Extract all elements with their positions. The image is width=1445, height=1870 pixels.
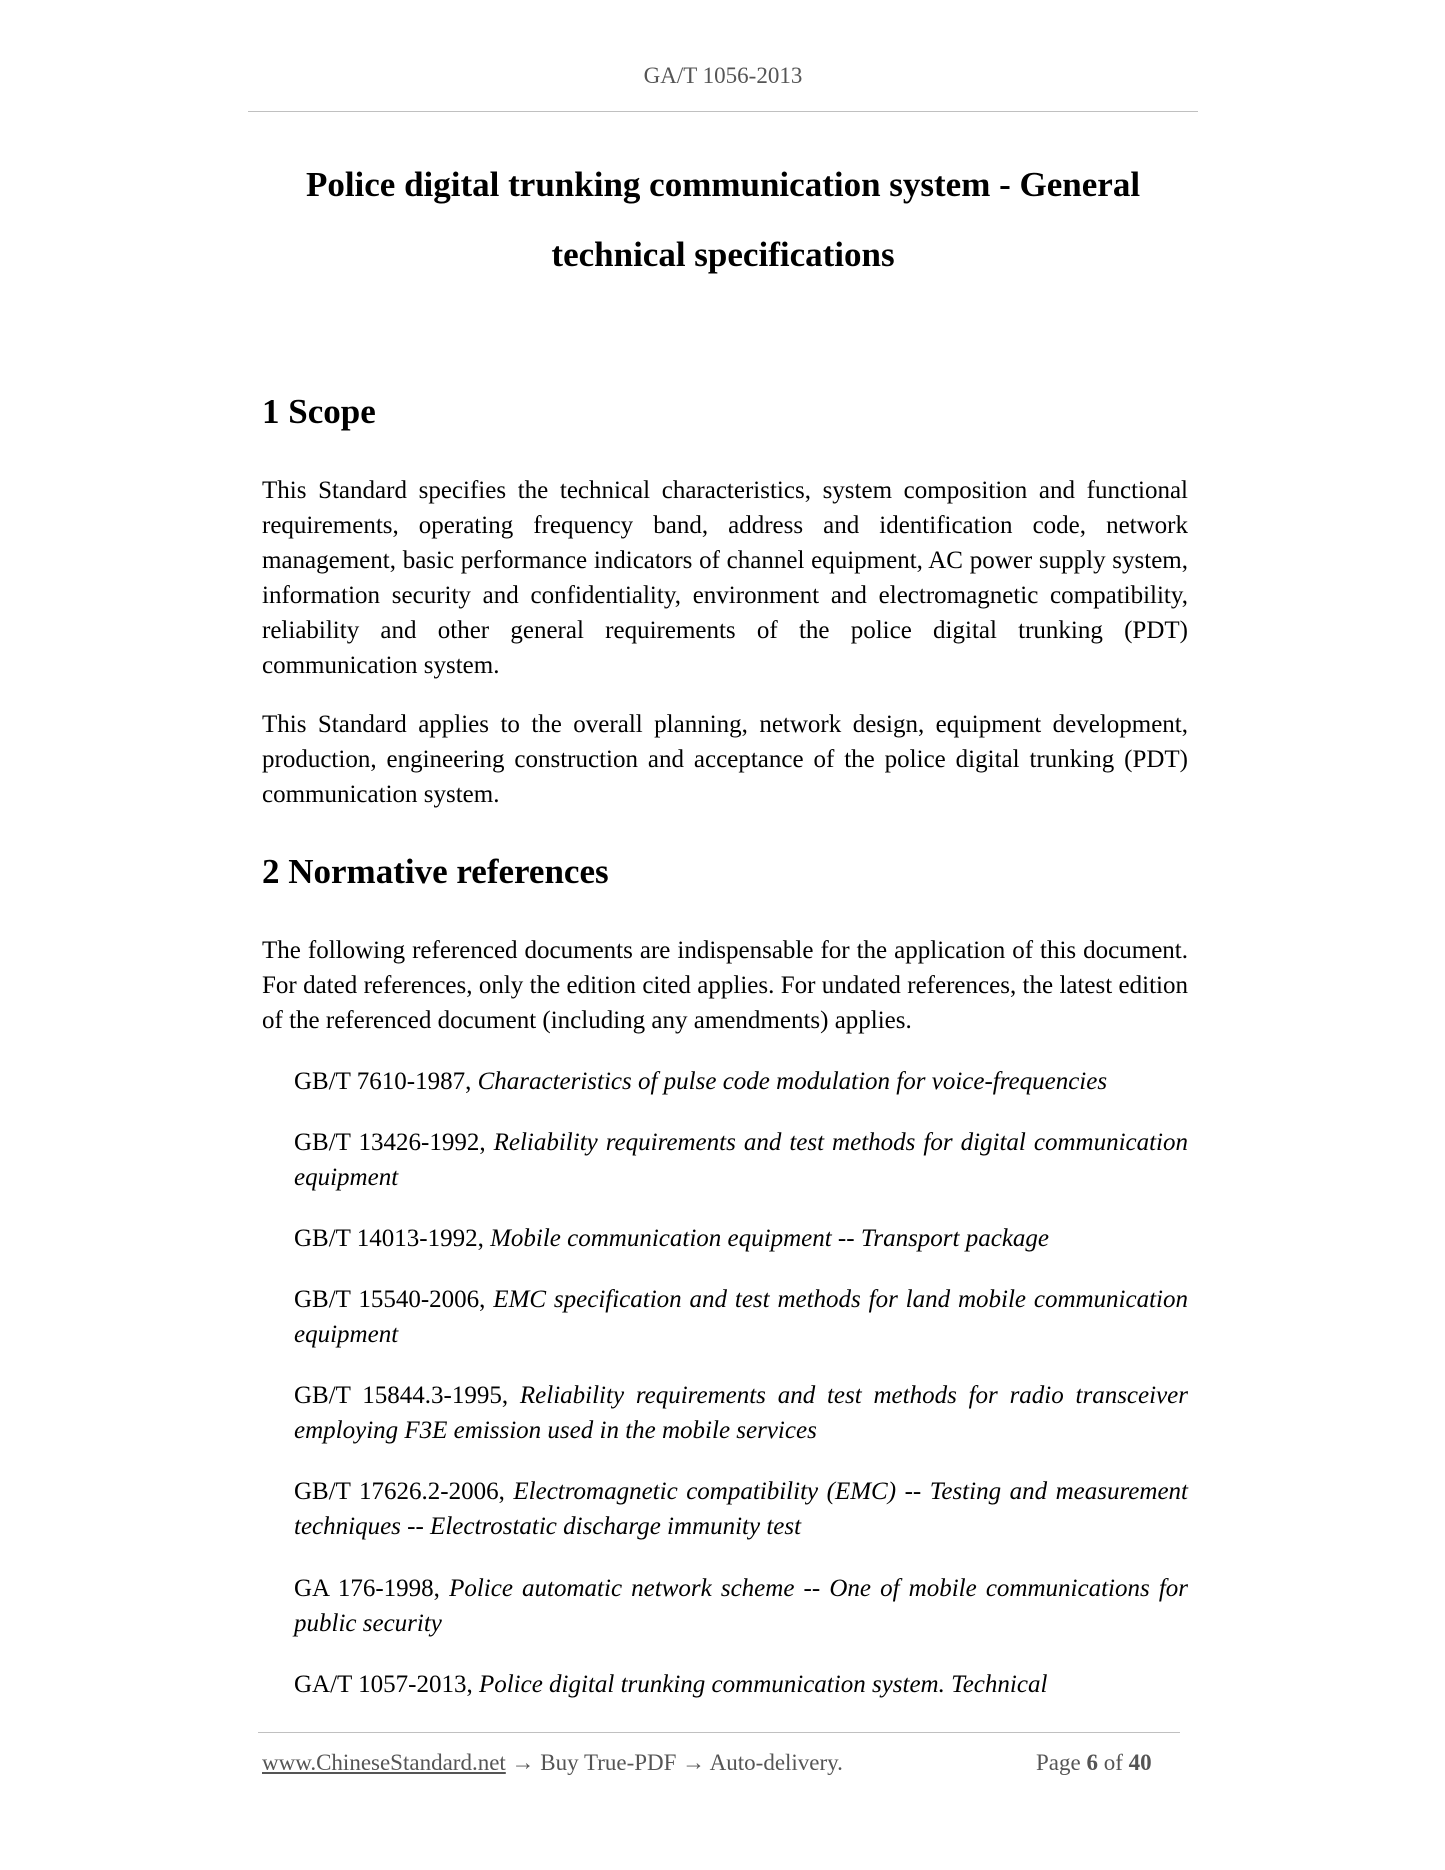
section-heading-scope: 1 Scope xyxy=(262,392,376,431)
reference-item xyxy=(294,1221,1188,1256)
site-link[interactable]: www.ChineseStandard.net xyxy=(262,1750,506,1775)
title-line-1: Police digital trunking communication system - General xyxy=(305,165,1141,204)
reference-title: Electromagnetic compatibility (EMC) -- Testing and measurement techniques -- Electrostatic discharge immunity test xyxy=(294,1478,1188,1540)
reference-item xyxy=(294,1125,1188,1195)
page-number: 6 xyxy=(1086,1750,1098,1775)
reference-code: GB/T 7610-1987, xyxy=(294,1068,472,1095)
reference-title: EMC specification and test methods for land mobile communication equipment xyxy=(294,1286,1188,1348)
references-intro-paragraph: The following referenced documents are indispensable for the application of this document. For dated references, only the edition cited applies. For undated references, the latest edition of the referenced document (including any amendments) applies. xyxy=(262,937,1188,1034)
reference-title: Reliability requirements and test methods for radio transceiver employing F3E emission used in the mobile services xyxy=(294,1382,1188,1444)
header-divider xyxy=(248,111,1198,112)
section-heading-normative-references: 2 Normative references xyxy=(262,852,609,891)
reference-item xyxy=(294,1378,1188,1448)
reference-code: GB/T 15844.3-1995, xyxy=(294,1382,509,1409)
page-label: Page xyxy=(1036,1750,1081,1775)
reference-title: Police digital trunking communication system. Technical xyxy=(478,1671,1048,1698)
reference-code: GB/T 15540-2006, xyxy=(294,1286,486,1313)
page-indicator xyxy=(1036,1750,1152,1776)
reference-item xyxy=(294,1571,1188,1641)
reference-item xyxy=(294,1064,1188,1099)
reference-code: GA 176-1998, xyxy=(294,1575,440,1602)
running-header: GA/T 1056-2013 xyxy=(643,63,803,88)
reference-code: GB/T 14013-1992, xyxy=(294,1225,484,1252)
reference-code: GB/T 13426-1992, xyxy=(294,1129,486,1156)
reference-item xyxy=(294,1667,1188,1702)
title-line-2: technical specifications xyxy=(551,235,895,274)
of-label: of xyxy=(1103,1750,1123,1775)
document-title xyxy=(248,150,1198,290)
reference-title: Police automatic network scheme -- One of mobile communications for public security xyxy=(294,1575,1189,1637)
reference-item xyxy=(294,1474,1188,1544)
reference-title: Mobile communication equipment -- Transport package xyxy=(490,1225,1050,1252)
reference-item xyxy=(294,1282,1188,1352)
footer-promo xyxy=(262,1750,843,1776)
reference-code: GA/T 1057-2013, xyxy=(294,1671,473,1698)
page-total: 40 xyxy=(1128,1750,1152,1775)
reference-code: GB/T 17626.2-2006, xyxy=(294,1478,505,1505)
reference-title: Reliability requirements and test methods for digital communication equipment xyxy=(294,1129,1188,1191)
reference-title: Characteristics of pulse code modulation for voice-frequencies xyxy=(477,1068,1108,1095)
scope-paragraph-2: This Standard applies to the overall planning, network design, equipment development, production, engineering construction and acceptance of the police digital trunking (PDT) communication system. xyxy=(262,711,1188,808)
footer-promo-text: → Buy True-PDF → Auto-delivery. xyxy=(505,1750,843,1775)
footer-divider xyxy=(258,1732,1180,1733)
scope-paragraph-1: This Standard specifies the technical characteristics, system composition and functional requirements, operating frequency band, address and identification code, network management, basic performance indicators of channel equipment, AC power supply system, information security and confidentiality, environment and electromagnetic compatibility, reliability and other general requirements of the police digital trunking (PDT) communication system. xyxy=(262,477,1188,679)
